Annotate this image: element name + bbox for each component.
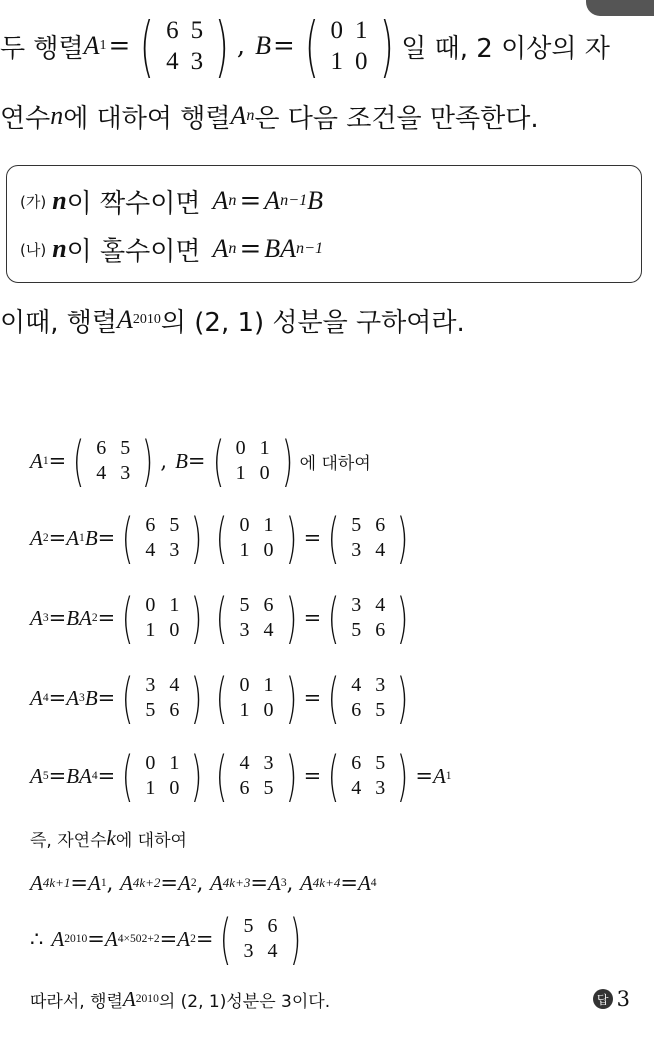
matrix-entry: 4 <box>375 594 386 616</box>
matrix: ( 0 1 1 0 ) <box>216 506 297 570</box>
matrix: ( 6 5 4 3 ) <box>72 429 154 493</box>
matrix-entry: 5 <box>243 915 254 937</box>
matrix-entry: 3 <box>145 674 156 696</box>
matrix-entry: 6 <box>375 619 386 641</box>
matrix-entry: 6 <box>239 777 250 799</box>
matrix-entry: 1 <box>235 462 246 484</box>
matrix-entry: 5 <box>145 699 156 721</box>
matrix-entry: 4 <box>267 940 278 962</box>
matrix: ( 0 1 1 0 ) <box>212 429 293 493</box>
matrix-entry: 3 <box>375 777 386 799</box>
matrix-entry: 0 <box>169 777 180 799</box>
matrix-entry: 5 <box>375 699 386 721</box>
matrix-entry: 5 <box>239 594 250 616</box>
matrix-entry: 1 <box>355 16 368 44</box>
problem-line-1: 두 행렬 A 1 = ( 6 5 4 3 ) , B = ( 0 1 1 0 ) 일 때, 2 이상의 자 <box>0 7 610 85</box>
matrix-entry: 3 <box>263 752 274 774</box>
solution-line-5: A 5 = BA 4 = ( 0 1 1 0 ) ( 4 3 6 5 ) = ( 6 5 4 3 ) = A 1 <box>30 744 452 808</box>
matrix-entry: 1 <box>145 619 156 641</box>
matrix-entry: 3 <box>120 462 131 484</box>
matrix-entry: 4 <box>169 674 180 696</box>
matrix-entry: 6 <box>96 437 107 459</box>
problem-line-2: 연수 n 에 대하여 행렬 A n 은 다음 조건을 만족한다. <box>0 101 539 134</box>
matrix: ( 6 5 4 3 ) <box>327 744 409 808</box>
matrix-entry: 4 <box>166 48 179 75</box>
matrix-entry: 1 <box>263 674 274 696</box>
matrix-entry: 1 <box>263 514 274 536</box>
solution-line-1: A 1 = ( 6 5 4 3 ) , B = ( 0 1 1 0 ) 에 대하여 <box>30 429 371 493</box>
answer-icon: 답 <box>593 989 613 1009</box>
matrix: ( 0 1 1 0 ) <box>122 744 203 808</box>
condition-ga: (가) n 이 짝수이면 A n = A n−1 B <box>20 186 324 219</box>
matrix-entry: 4 <box>263 619 274 641</box>
matrix-entry: 5 <box>375 752 386 774</box>
matrix-entry: 1 <box>239 539 250 561</box>
matrix-entry: 6 <box>375 514 386 536</box>
matrix-entry: 3 <box>239 619 250 641</box>
matrix: ( 6 5 4 3 ) <box>122 506 203 570</box>
matrix-entry: 5 <box>263 777 274 799</box>
matrix: ( 4 3 6 5 ) <box>216 744 297 808</box>
matrix-entry: 1 <box>169 594 180 616</box>
matrix-entry: 0 <box>169 619 180 641</box>
matrix-entry: 6 <box>351 752 362 774</box>
matrix-entry: 6 <box>267 915 278 937</box>
matrix-entry: 6 <box>166 16 179 44</box>
matrix: ( 3 4 5 6 ) <box>327 586 409 650</box>
condition-na: (나) n 이 홀수이면 A n = BA n−1 <box>20 234 324 267</box>
matrix-entry: 4 <box>375 539 386 561</box>
matrix-entry: 3 <box>351 539 362 561</box>
matrix-entry: 4 <box>96 462 107 484</box>
matrix-entry: 6 <box>351 699 362 721</box>
matrix: ( 5 6 3 4 ) <box>327 506 409 570</box>
matrix-entry: 0 <box>263 539 274 561</box>
solution-line-2: A 2 = A 1 B = ( 6 5 4 3 ) ( 0 1 1 0 ) = ( 5 6 3 4 ) <box>30 504 415 572</box>
matrix-entry: 4 <box>239 752 250 774</box>
matrix-B: ( 0 1 1 0 ) <box>304 7 394 85</box>
matrix-entry: 0 <box>355 48 368 75</box>
matrix-entry: 3 <box>190 48 204 75</box>
matrix: ( 5 6 3 4 ) <box>216 586 297 650</box>
solution-line-7: A 4k+1 = A 1 , A 4k+2 = A 2 , A 4k+3 = A 3 , A 4k+4 = A 4 <box>30 870 377 895</box>
matrix-A1: ( 6 5 4 3 ) <box>140 7 230 85</box>
matrix-entry: 1 <box>145 777 156 799</box>
solution-line-4: A 4 = A 3 B = ( 3 4 5 6 ) ( 0 1 1 0 ) = ( 4 3 6 5 ) <box>30 664 415 732</box>
matrix-entry: 5 <box>169 514 180 536</box>
matrix-entry: 1 <box>330 48 344 75</box>
matrix-entry: 5 <box>351 514 362 536</box>
matrix-entry: 3 <box>375 674 386 696</box>
matrix-entry: 0 <box>145 752 156 774</box>
solution-line-8: ∴ A 2010 = A 4×502+2 = A 2 = ( 5 6 3 4 ) <box>30 906 308 972</box>
matrix-entry: 3 <box>169 539 180 561</box>
matrix-entry: 5 <box>120 437 131 459</box>
matrix-entry: 0 <box>145 594 156 616</box>
matrix-entry: 1 <box>259 437 270 459</box>
matrix-entry: 5 <box>351 619 362 641</box>
solution-final: 따라서, 행렬 A 2010 의 (2, 1)성분은 3이다. 답 3 <box>30 986 630 1012</box>
matrix: ( 0 1 1 0 ) <box>122 586 203 650</box>
solution-line-6: 즉, 자연수 k 에 대하여 <box>30 825 187 851</box>
matrix-entry: 0 <box>330 16 344 44</box>
matrix-entry: 6 <box>145 514 156 536</box>
matrix-entry: 5 <box>190 16 204 44</box>
matrix-entry: 0 <box>263 699 274 721</box>
matrix-entry: 3 <box>243 940 254 962</box>
matrix-entry: 0 <box>259 462 270 484</box>
matrix-entry: 0 <box>239 514 250 536</box>
matrix: ( 3 4 5 6 ) <box>122 666 203 730</box>
matrix: ( 5 6 3 4 ) <box>220 907 301 971</box>
matrix-entry: 6 <box>169 699 180 721</box>
solution-line-3: A 3 = BA 2 = ( 0 1 1 0 ) ( 5 6 3 4 ) = ( 3 4 5 6 ) <box>30 584 415 652</box>
matrix-entry: 0 <box>235 437 246 459</box>
matrix-entry: 1 <box>239 699 250 721</box>
question-line: 이때, 행렬 A 2010 의 (2, 1) 성분을 구하여라. <box>0 305 465 338</box>
matrix-entry: 3 <box>351 594 362 616</box>
matrix-entry: 0 <box>239 674 250 696</box>
matrix-entry: 4 <box>351 674 362 696</box>
matrix: ( 4 3 6 5 ) <box>327 666 409 730</box>
matrix-entry: 4 <box>351 777 362 799</box>
matrix-entry: 1 <box>169 752 180 774</box>
answer-mark: 답 3 <box>593 987 630 1011</box>
matrix-entry: 6 <box>263 594 274 616</box>
matrix: ( 0 1 1 0 ) <box>216 666 297 730</box>
matrix-entry: 4 <box>145 539 156 561</box>
